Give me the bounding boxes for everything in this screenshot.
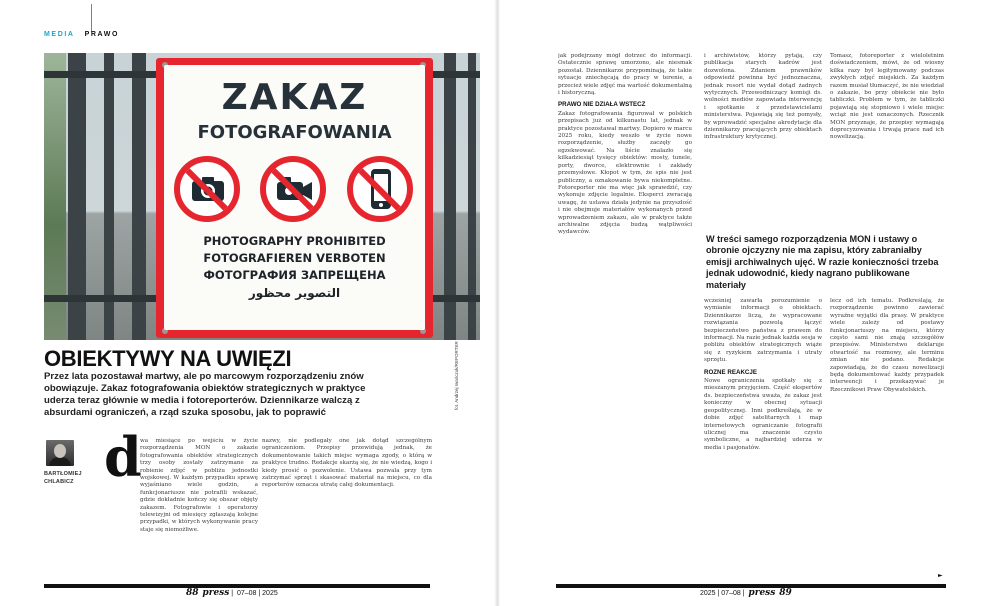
sign-text-german: FOTOGRAFIEREN VERBOTEN: [203, 251, 386, 265]
no-video-camera-icon: [260, 156, 326, 222]
column-text: wcześniej zawarła porozumienie o wymianie informacji o obiektach. Dziennikarze liczą, że wypracowane rozwiązania pozwolą łączyć bezpieczeństwo państwa z prawem do informacji. Na razie jednak każda sesja w pobliżu obiektów strategicznych wiąże się z ryzykiem zatrzymania i utraty sprzętu.: [704, 298, 822, 364]
body-column-1: [140, 438, 258, 578]
issue-date: 07–08 | 2025: [236, 590, 278, 597]
footer-left: 88 press | 07–08 | 2025: [186, 588, 278, 598]
sign-title: ZAKAZ: [221, 77, 368, 118]
column-text: i archiwistów, którzy pytają, czy publikacja starych kadrów jest dozwolona. Zdaniem prawników odpowiedź powinna być jednoznaczna, jednak resort nie wydał dotąd żadnych wytycznych. Przewodniczący komisji ds. wolności mediów zapowiada interwencję i spotkanie z przedstawicielami ministerstwa. Pojawiają się też pomysły, by wprowadzić specjalne akredytacje dla dziennikarzy pracujących przy obiektach infrastruktury krytycznej.: [704, 53, 822, 141]
column-text: Tomasz, fotoreporter z wieloletnim doświadczeniem, mówi, że od wiosny kilka razy był legitymowany podczas zwykłych zdjęć miejskich. Za każdym razem musiał tłumaczyć, że nie wiedział o zakazie, bo przy obiekcie nie było tabliczki. Problem w tym, że tabliczki pojawiają się stopniowo i wiele miejsc wciąż nie jest oznaczonych. Rzecznik MON przyznaje, że przepisy wymagają doprecyzowania i trwają prace nad ich nowelizacją.: [830, 53, 944, 141]
sign-text-arabic: التصوير محظور: [248, 286, 341, 300]
sign-panel: [164, 65, 425, 330]
sign-text-russian: ФОТОГРАФИЯ ЗАПРЕЩЕНА: [203, 268, 386, 282]
photo-credit: fot. Andrzej Iwańczuk/REPORTER: [454, 341, 459, 410]
column-text: Nowe ograniczenia spotkały się z mieszanym przyjęciem. Część ekspertów ds. bezpieczeństwa uważa, że zakaz jest konieczny w obecnej sytuacji geopolitycznej. Inni podkreślają, że w dobie zdjęć satelitarnych i map internetowych ograniczanie fotografii ulicznej ma znaczenie czysto symboliczne, a najbardziej uderza w media i pasjonatów.: [704, 378, 822, 451]
body-column-4: [704, 53, 822, 225]
article-headline: OBIEKTYWY NA UWIĘZI: [44, 346, 292, 371]
subheading: PRAWO NIE DZIAŁA WSTECZ: [558, 101, 646, 109]
footer-right: 2025 | 07–08 | press 89: [700, 588, 792, 598]
prohibition-sign: [156, 58, 433, 338]
no-camera-icon: [174, 156, 240, 222]
magazine-brand: press: [748, 588, 776, 598]
article-lead: Przez lata pozostawał martwy, ale po marcowym rozporządzeniu znów obowiązuje. Zakaz fotografowania obiektów strategicznych w praktyce uderza teraz głównie w media i fotoreporterów. Dziennikarze walczą z absurdami ograniczeń, a rząd szuka sposobu, jak to poprawić: [44, 371, 366, 418]
continue-arrow-icon: ►: [938, 572, 943, 579]
article-photo: [44, 53, 480, 340]
column-text: Zakaz fotografowania figurował w polskich przepisach już od kilkunastu lat, jednak w praktyce pozostawał martwy. Dopiero w marcu 2025 roku, kiedy weszło w życie nowe rozporządzenie, służby zaczęły go egzekwować. Na liście znalazło się kilkadziesiąt tysięcy obiektów: mosty, tunele, porty, dworce, elektrownie i zakłady przemysłowe. Kłopot w tym, że spis nie jest publiczny, a oznakowanie bywa niekompletne. Fotoreporter nie ma więc jak sprawdzić, czy wykonuje zdjęcie legalnie. Eksperci zwracają uwagę, że ustawa działa jedynie na przyszłość i nie obejmuje materiałów wykonanych przed wprowadzeniem zakazu, ale w praktyce także archiwalne zdjęcia budzą wątpliwości wydawców.: [558, 110, 692, 236]
page-gutter: [494, 0, 500, 606]
body-column-7: [830, 298, 944, 574]
column-text: lecz od ich tematu. Podkreślają, że rozporządzenie powinno zawierać wyraźne wyjątki dla prasy. W praktyce wiele zależy od postawy funkcjonariuszy na miejscu, którzy często sami nie znają szczegółów przepisów. Ministerstwo deklaruje otwartość na rozmowy, ale terminu zmian nie podano. Redakcje zapowiadają, że do czasu nowelizacji będą dokumentować każdy przypadek interwencji i przekazywać je Rzecznikowi Praw Obywatelskich.: [830, 298, 944, 393]
section-header: [44, 31, 119, 38]
subheading: ROZNE REAKCJE: [704, 368, 757, 376]
no-smartphone-icon: [347, 156, 413, 222]
sign-subtitle: FOTOGRAFOWANIA: [197, 122, 392, 143]
section-subcategory: PRAWO: [84, 31, 120, 38]
drop-cap: d: [104, 425, 142, 489]
column-text: jak podejrzany mógł dotrzeć do informacji. Ostatecznie sprawę umorzono, ale niesmak pozostał. Dziennikarze przypominają, że takie sytuacje zniechęcają do pracy w terenie, a przecież wiele zdjęć ma wartość dokumentalną i historyczną.: [558, 53, 692, 97]
body-column-5: [830, 53, 944, 225]
pull-quote: W treści samego rozporządzenia MON i ustawy o obronie ojczyzny nie ma zapisu, który zabraniałby emisji archiwalnych ujęć. W razie konieczności trzeba jednak udowodnić, kiedy nagrano publikowane materiały: [706, 234, 939, 290]
author-avatar: [46, 440, 74, 466]
body-column-2: [262, 438, 432, 578]
body-column-3: [558, 53, 692, 575]
author-name: BARTŁOMIEJ CHLABICZ: [44, 471, 82, 485]
magazine-brand: press: [202, 588, 230, 598]
section-category: MEDIA: [44, 31, 75, 38]
column-text: nazwy, nie podlegały one jak dotąd szczególnym ograniczeniom. Przepisy przewidują jednak, że dokumentowanie takich miejsc wymaga zgody, o którą w praktyce trudno. Redakcje skarżą się, że nie wiedzą, kogo i kiedy prosić o pozwolenie. Ustawa pozwala przy tym zatrzymać sprzęt i skasować materiał na miejscu, co dla reporterów oznacza utratę całej dokumentacji.: [262, 438, 432, 489]
body-column-6: [704, 298, 822, 574]
page-number: 88: [186, 588, 199, 598]
page-number: 89: [779, 588, 792, 598]
sign-text-english: PHOTOGRAPHY PROHIBITED: [203, 234, 386, 248]
header-rule: [91, 4, 92, 32]
column-text: wa miesiące po wejściu w życie rozporządzenia MON o zakazie fotografowania obiektów strategicznych trzy osoby zostały zatrzymane za robienie zdjęć w pobliżu jednostki wojskowej. W każdym przypadku sprawę wyjaśniano wiele godzin, a funkcjonariusze nie potrafili wskazać, gdzie dokładnie kończy się obszar objęty zakazem. Fotografowie i operatorzy telewizyjni od miesięcy zgłaszają kolejne przypadki, w których wykonywanie pracy staje się niemożliwe.: [140, 438, 258, 533]
issue-date: 2025 | 07–08: [700, 590, 741, 597]
